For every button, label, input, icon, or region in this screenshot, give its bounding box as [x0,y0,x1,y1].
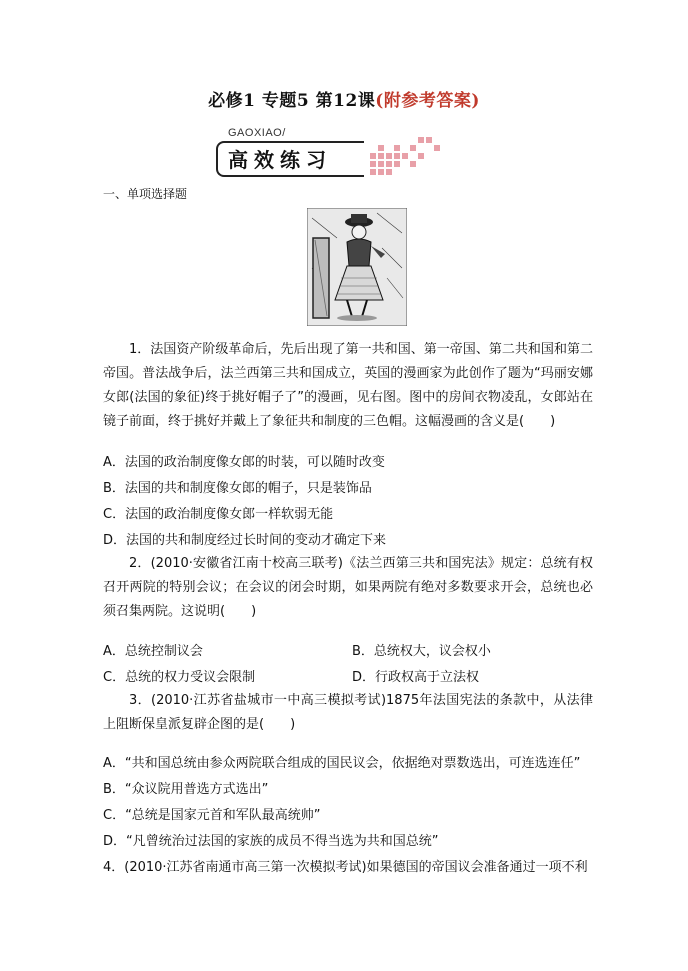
question-3-stem: 3．(2010·江苏省盐城市一中高三模拟考试)1875年法国宪法的条款中，从法律上阻断保皇派复辟企图的是( ) [103,693,593,732]
question-1-option-a: A．法国的政治制度像女郎的时装，可以随时改变 [103,455,385,470]
question-3-option-a: A．“共和国总统由参众两院联合组成的国民议会，依据绝对票数选出，可连选连任” [103,756,581,771]
question-1-option-b: B．法国的共和制度像女郎的帽子，只是装饰品 [103,481,372,496]
question-2-option-b: B．总统权大，议会权小 [352,644,491,659]
question-1-option-c: C．法国的政治制度像女郎一样软弱无能 [103,507,334,522]
banner-chinese: 高效练习 [228,148,332,172]
section-banner [216,127,446,179]
section-heading: 一、单项选择题 [103,187,188,201]
question-4-stem: 4．(2010·江苏省南通市高三第一次模拟考试)如果德国的帝国议会准备通过一项不利 [103,860,588,875]
question-3-option-c: C．“总统是国家元首和军队最高统帅” [103,808,321,823]
banner-english: GAOXIAO/ [228,127,286,139]
title-main: 必修1 专题5 第12课 [208,91,376,111]
question-3-option-d: D．“凡曾统治过法国的家族的成员不得当选为共和国总统” [103,834,439,849]
question-2-option-a: A．总统控制议会 [103,644,203,659]
banner-grid-decoration [366,131,446,175]
question-2-option-c: C．总统的权力受议会限制 [103,670,256,685]
page-title [0,86,688,111]
question-1-option-d: D．法国的共和制度经过长时间的变动才确定下来 [103,533,387,548]
title-answer-note: (附参考答案) [375,91,480,111]
question-3-option-b: B．“众议院用普选方式选出” [103,782,269,797]
cartoon-illustration [307,208,407,326]
question-1-stem: 1．法国资产阶级革命后，先后出现了第一共和国、第一帝国、第二共和国和第二帝国。普法战争后，法兰西第三共和国成立，英国的漫画家为此创作了题为“玛丽安娜女郎(法国的象征)终于挑好帽子了”的漫画，见右图。图中的房间衣物凌乱，女郎站在镜子前面，终于挑好并戴上了象征共和制度的三色帽。这幅漫画的含义是( ) [103,342,593,429]
question-2-stem: 2．(2010·安徽省江南十校高三联考)《法兰西第三共和国宪法》规定：总统有权召开两院的特别会议；在会议的闭会时期，如果两院有绝对多数要求开会，总统也必须召集两院。这说明( ) [103,556,593,619]
question-2-option-d: D．行政权高于立法权 [352,670,480,685]
